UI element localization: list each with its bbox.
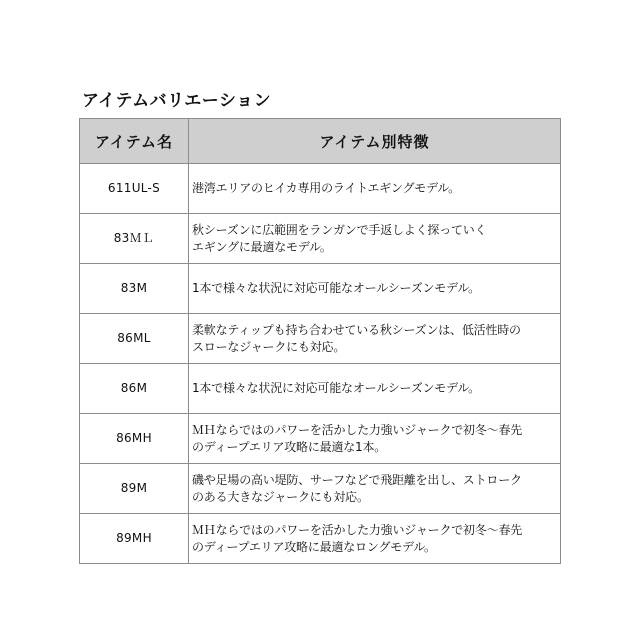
table-row bbox=[80, 214, 561, 264]
item-name-cell: 86ML bbox=[80, 314, 189, 364]
header-item-name: アイテム名 bbox=[80, 119, 189, 164]
item-name-cell: 83ＭＬ bbox=[80, 214, 189, 264]
header-item-features: アイテム別特徴 bbox=[189, 119, 561, 164]
table-row bbox=[80, 364, 561, 414]
item-description-cell: 1本で様々な状況に対応可能なオールシーズンモデル。 bbox=[189, 364, 561, 414]
item-description-cell: ＭＨならではのパワーを活かした力強いジャークで初冬～春先 のディープエリア攻略に最適なロングモデル。 bbox=[189, 514, 561, 564]
item-name-cell: 89MH bbox=[80, 514, 189, 564]
item-name-cell: 611UL-S bbox=[80, 164, 189, 214]
item-name-cell: 83M bbox=[80, 264, 189, 314]
table-row bbox=[80, 514, 561, 564]
item-description-cell: ＭＨならではのパワーを活かした力強いジャークで初冬～春先 のディープエリア攻略に最適な1本。 bbox=[189, 414, 561, 464]
item-description-cell: 秋シーズンに広範囲をランガンで手返しよく探っていく エギングに最適なモデル。 bbox=[189, 214, 561, 264]
item-description-cell: 港湾エリアのヒイカ専用のライトエギングモデル。 bbox=[189, 164, 561, 214]
item-description-cell: 柔軟なティップも持ち合わせている秋シーズンは、低活性時の スローなジャークにも対応。 bbox=[189, 314, 561, 364]
item-name-cell: 86M bbox=[80, 364, 189, 414]
table-header-row bbox=[80, 119, 561, 164]
item-name-cell: 89M bbox=[80, 464, 189, 514]
item-description-cell: 1本で様々な状況に対応可能なオールシーズンモデル。 bbox=[189, 264, 561, 314]
table-row bbox=[80, 464, 561, 514]
item-name-cell: 86MH bbox=[80, 414, 189, 464]
item-variation-table bbox=[79, 118, 561, 564]
table-row bbox=[80, 264, 561, 314]
section-title: アイテムバリエーション bbox=[82, 91, 272, 111]
table-row bbox=[80, 314, 561, 364]
table-row bbox=[80, 414, 561, 464]
item-description-cell: 磯や足場の高い堤防、サーフなどで飛距離を出し、ストローク のある大きなジャークにも対応。 bbox=[189, 464, 561, 514]
table-row bbox=[80, 164, 561, 214]
